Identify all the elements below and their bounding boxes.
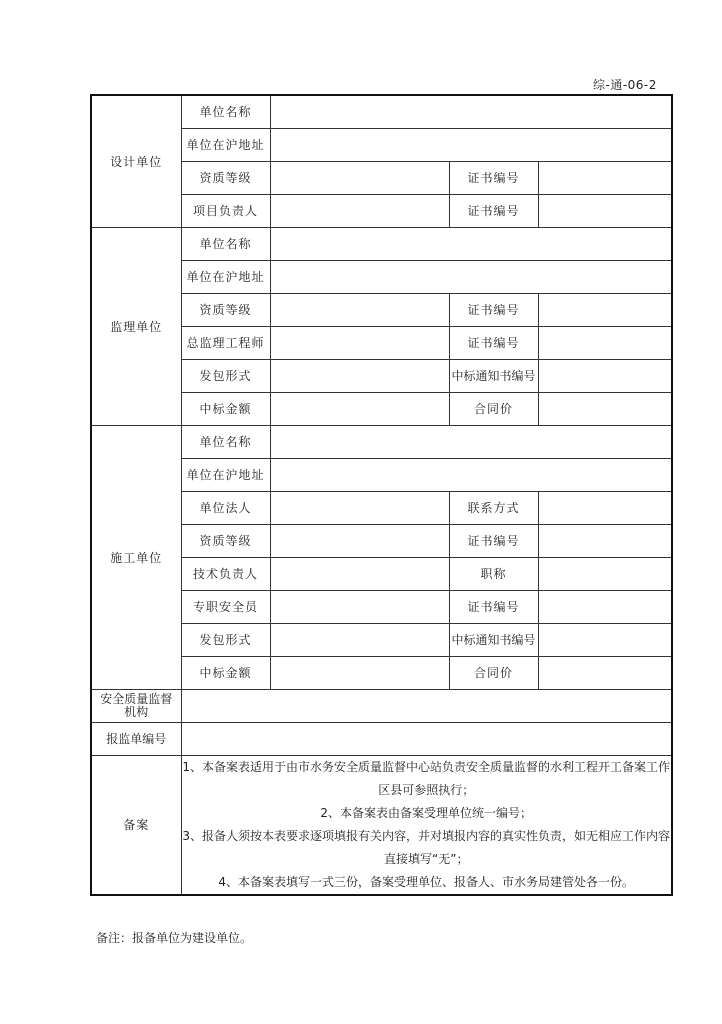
supervision-address-label: 单位在沪地址 xyxy=(181,260,270,293)
report-no-row xyxy=(91,722,672,755)
supervision-bid-amount-label: 中标金额 xyxy=(181,392,270,425)
design-qualification-field[interactable] xyxy=(270,161,449,194)
construction-contract-price-field[interactable] xyxy=(538,656,672,689)
supervision-cert-no-field[interactable] xyxy=(538,293,672,326)
construction-officer-cert-no-label: 证书编号 xyxy=(449,590,538,623)
supervision-row-unit-name xyxy=(91,227,672,260)
supervision-agency-label-line2: 机构 xyxy=(124,704,149,719)
report-no-field[interactable] xyxy=(181,722,672,755)
agency-row xyxy=(91,689,672,722)
supervision-agency-label xyxy=(91,689,181,722)
construction-row-unit-name xyxy=(91,425,672,458)
construction-address-field[interactable] xyxy=(270,458,672,491)
supervision-contract-form-field[interactable] xyxy=(270,359,449,392)
supervision-award-notice-label: 中标通知书编号 xyxy=(449,359,538,392)
supervision-cert-no-label: 证书编号 xyxy=(449,293,538,326)
footer-remark: 备注：报备单位为建设单位。 xyxy=(96,931,253,945)
note-line-6: 4、本备案表填写一式三份，备案受理单位、报备人、市水务局建管处各一份。 xyxy=(218,874,635,889)
design-unit-name-label: 单位名称 xyxy=(181,95,270,128)
supervision-contract-price-field[interactable] xyxy=(538,392,672,425)
construction-address-label: 单位在沪地址 xyxy=(181,458,270,491)
supervision-qualification-label: 资质等级 xyxy=(181,293,270,326)
design-cert-no-field[interactable] xyxy=(538,161,672,194)
note-line-1: 1、本备案表适用于由市水务安全质量监督中心站负责安全质量监督的水利工程开工备案工作 xyxy=(182,759,671,774)
supervision-contract-form-label: 发包形式 xyxy=(181,359,270,392)
construction-job-title-label: 职称 xyxy=(449,557,538,590)
design-unit-name-field[interactable] xyxy=(270,95,672,128)
supervision-engineer-cert-no-label: 证书编号 xyxy=(449,326,538,359)
design-row-unit-name xyxy=(91,95,672,128)
construction-contact-field[interactable] xyxy=(538,491,672,524)
supervision-unit-name-field[interactable] xyxy=(270,227,672,260)
design-cert-no-label: 证书编号 xyxy=(449,161,538,194)
construction-unit-name-label: 单位名称 xyxy=(181,425,270,458)
construction-contract-price-label: 合同价 xyxy=(449,656,538,689)
construction-cert-no-label: 证书编号 xyxy=(449,524,538,557)
construction-award-notice-field[interactable] xyxy=(538,623,672,656)
supervision-chief-engineer-field[interactable] xyxy=(270,326,449,359)
notes-row xyxy=(91,755,672,895)
construction-section-title: 施工单位 xyxy=(91,425,181,689)
supervision-chief-engineer-label: 总监理工程师 xyxy=(181,326,270,359)
construction-contract-form-label: 发包形式 xyxy=(181,623,270,656)
construction-officer-cert-no-field[interactable] xyxy=(538,590,672,623)
design-leader-cert-no-label: 证书编号 xyxy=(449,194,538,227)
form-code: 综-通-06-2 xyxy=(593,78,657,92)
design-qualification-label: 资质等级 xyxy=(181,161,270,194)
supervision-award-notice-field[interactable] xyxy=(538,359,672,392)
supervision-bid-amount-field[interactable] xyxy=(270,392,449,425)
report-no-label: 报监单编号 xyxy=(91,722,181,755)
construction-legal-rep-field[interactable] xyxy=(270,491,449,524)
note-line-3: 2、本备案表由备案受理单位统一编号； xyxy=(320,805,533,820)
supervision-qualification-field[interactable] xyxy=(270,293,449,326)
note-line-4: 3、报备人须按本表要求逐项填报有关内容，并对填报内容的真实性负责，如无相应工作内容 xyxy=(182,828,671,843)
design-section-title: 设计单位 xyxy=(91,95,181,227)
construction-cert-no-field[interactable] xyxy=(538,524,672,557)
supervision-engineer-cert-no-field[interactable] xyxy=(538,326,672,359)
design-project-leader-label: 项目负责人 xyxy=(181,194,270,227)
construction-contact-label: 联系方式 xyxy=(449,491,538,524)
supervision-section-title: 监理单位 xyxy=(91,227,181,425)
construction-legal-rep-label: 单位法人 xyxy=(181,491,270,524)
construction-tech-leader-field[interactable] xyxy=(270,557,449,590)
supervision-agency-field[interactable] xyxy=(181,689,672,722)
supervision-contract-price-label: 合同价 xyxy=(449,392,538,425)
notes-content xyxy=(181,755,672,895)
note-line-5: 直接填写“无”； xyxy=(384,851,469,866)
construction-job-title-field[interactable] xyxy=(538,557,672,590)
construction-safety-officer-field[interactable] xyxy=(270,590,449,623)
construction-tech-leader-label: 技术负责人 xyxy=(181,557,270,590)
supervision-agency-label-line1: 安全质量监督 xyxy=(100,691,173,706)
construction-unit-name-field[interactable] xyxy=(270,425,672,458)
construction-award-notice-label: 中标通知书编号 xyxy=(449,623,538,656)
supervision-unit-name-label: 单位名称 xyxy=(181,227,270,260)
note-line-2: 区县可参照执行； xyxy=(378,782,475,797)
construction-qualification-label: 资质等级 xyxy=(181,524,270,557)
design-address-label: 单位在沪地址 xyxy=(181,128,270,161)
design-address-field[interactable] xyxy=(270,128,672,161)
notes-title: 备案 xyxy=(91,755,181,895)
construction-bid-amount-label: 中标金额 xyxy=(181,656,270,689)
construction-qualification-field[interactable] xyxy=(270,524,449,557)
design-leader-cert-no-field[interactable] xyxy=(538,194,672,227)
filing-form-table xyxy=(90,94,673,896)
construction-bid-amount-field[interactable] xyxy=(270,656,449,689)
construction-safety-officer-label: 专职安全员 xyxy=(181,590,270,623)
supervision-address-field[interactable] xyxy=(270,260,672,293)
construction-contract-form-field[interactable] xyxy=(270,623,449,656)
design-project-leader-field[interactable] xyxy=(270,194,449,227)
